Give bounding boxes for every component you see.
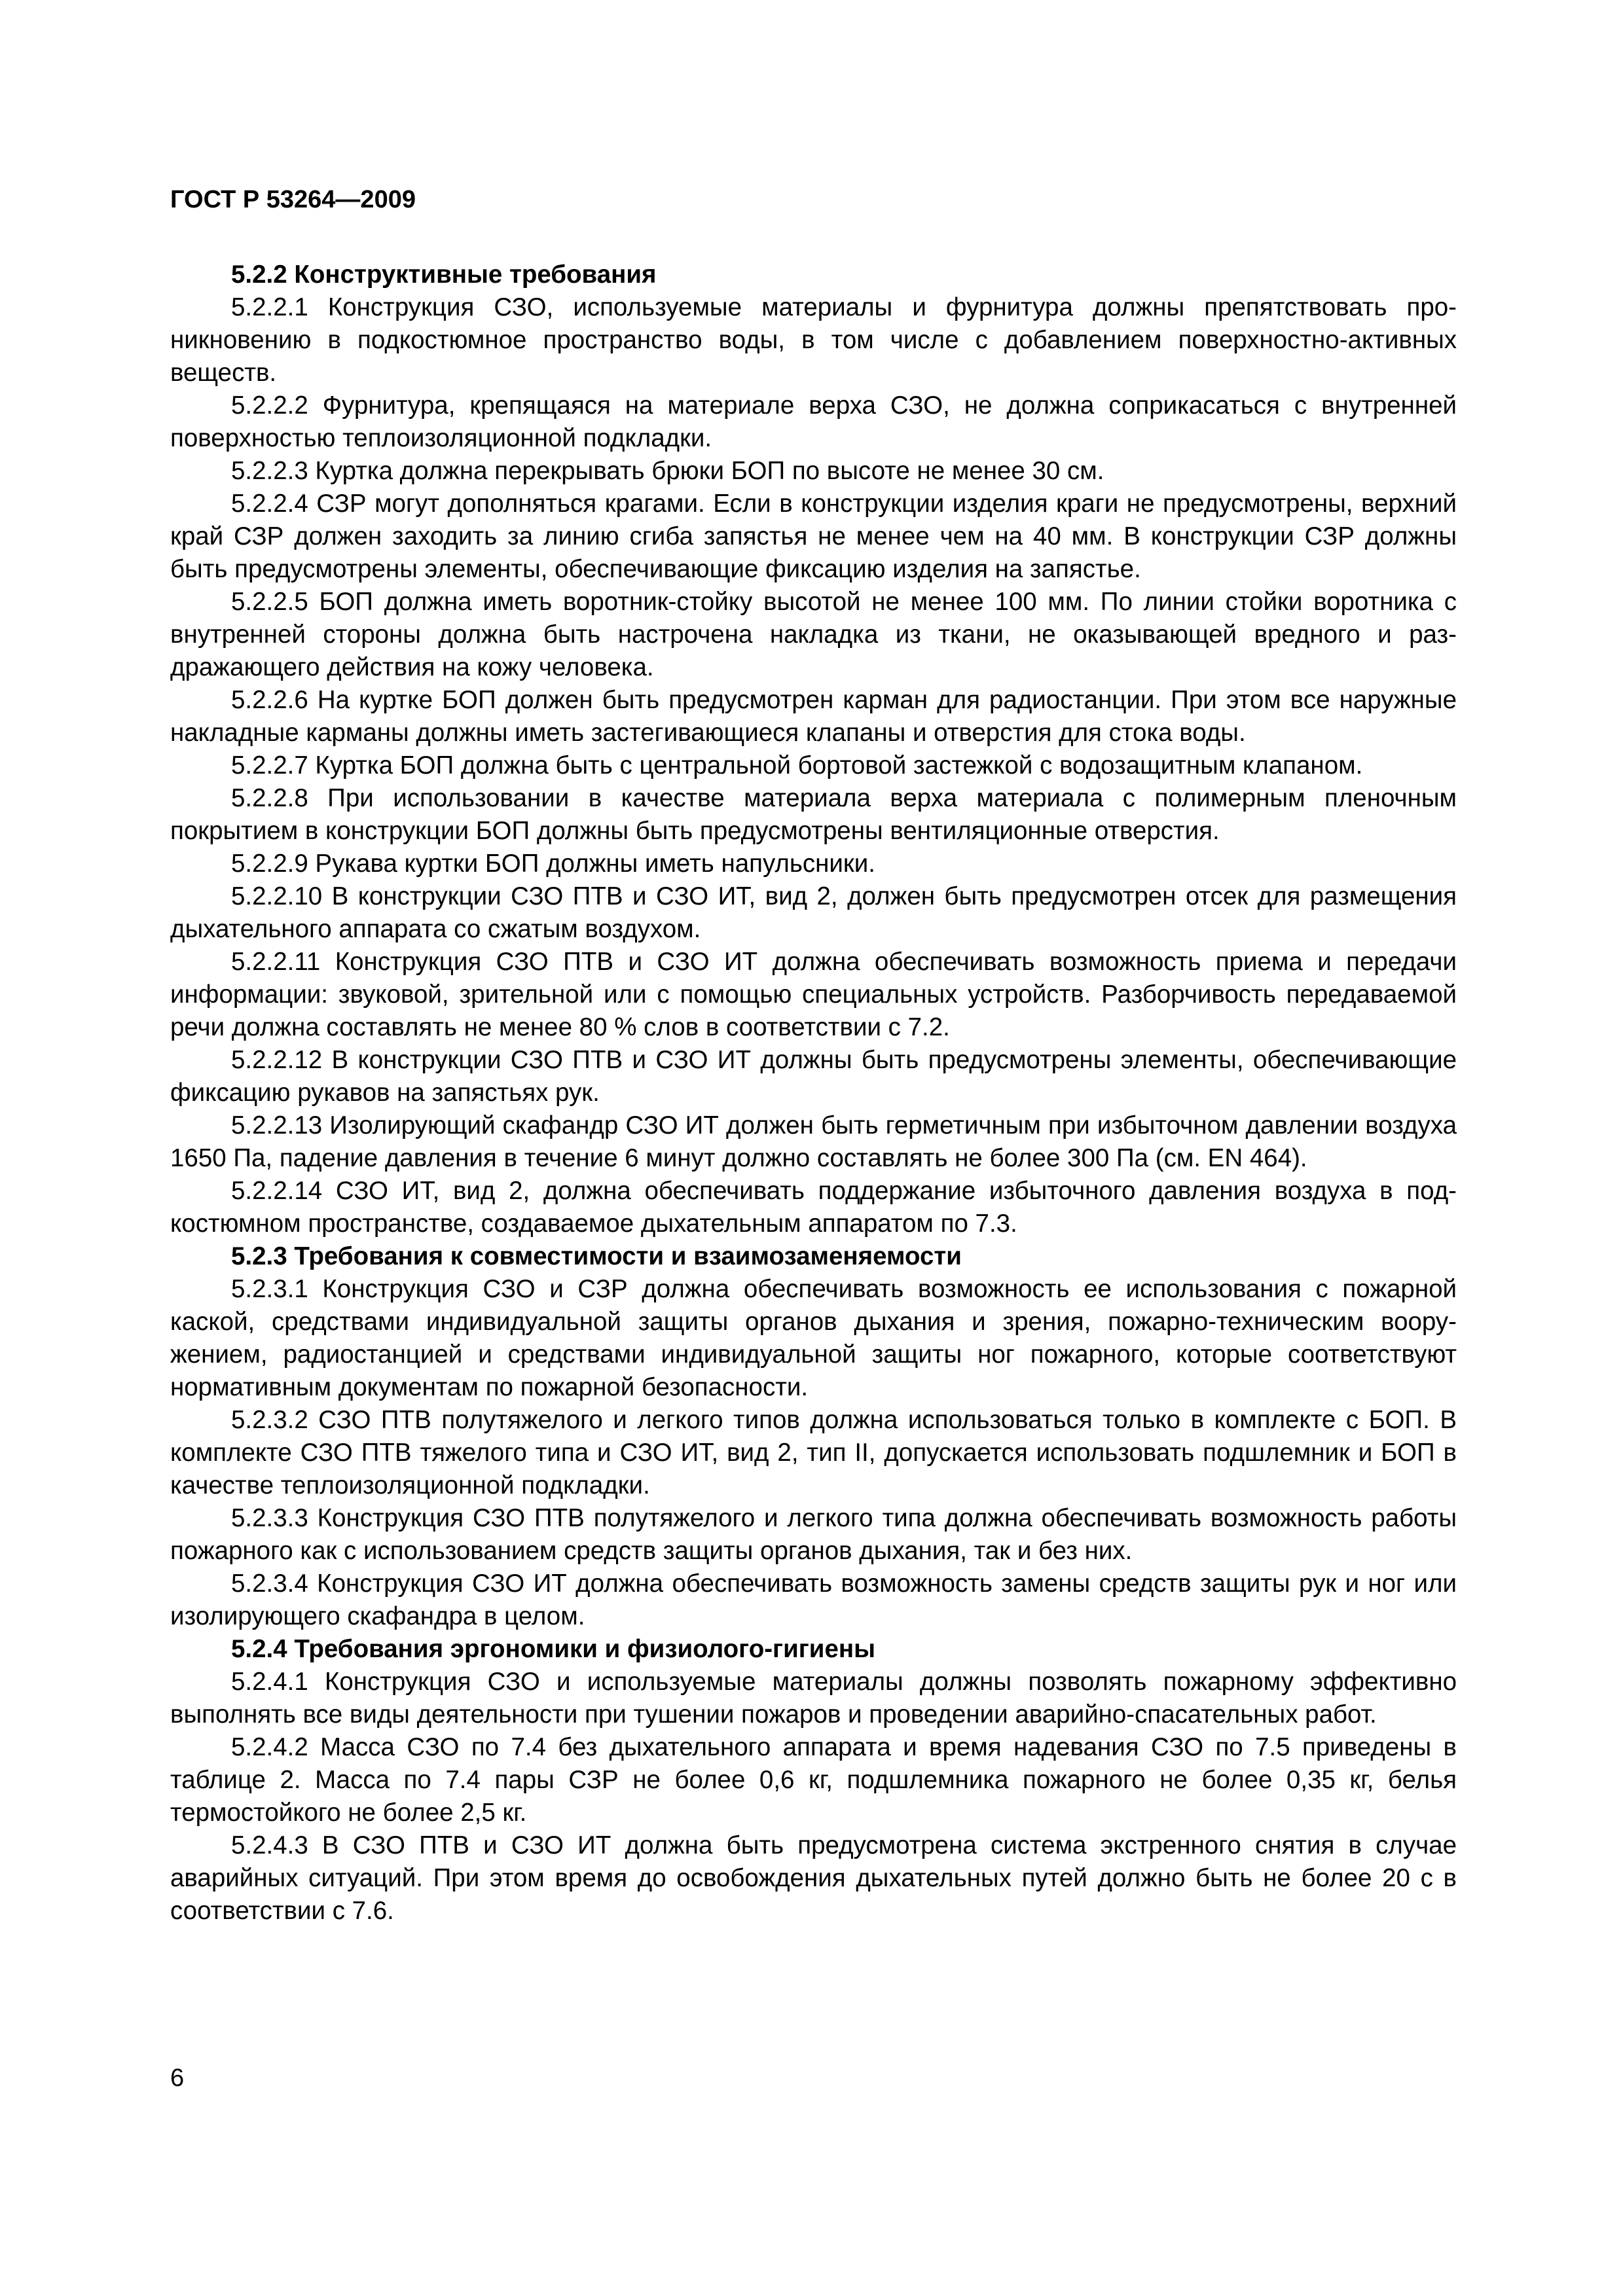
clause-5-2-3-3: 5.2.3.3 Конструкция СЗО ПТВ полутяжелого и легкого типа должна обеспечивать возможность работы пожарного как с использованием средств защиты органов дыхания, так и без них.: [170, 1504, 1457, 1565]
page-number: 6: [170, 2064, 185, 2092]
clause-5-2-2-10: 5.2.2.10 В конструкции СЗО ПТВ и СЗО ИТ, вид 2, должен быть предусмотрен отсек для размещения дыхательного аппарата со сжатым воздухом.: [170, 882, 1457, 943]
clause-5-2-2-13: 5.2.2.13 Изолирующий скафандр СЗО ИТ должен быть герметичным при избыточном давлении воздуха 1650 Па, падение давления в течение 6 минут должно составлять не более 300 Па (см. EN 464).: [170, 1111, 1457, 1172]
clause-5-2-2-9: 5.2.2.9 Рукава куртки БОП должны иметь напульсники.: [231, 850, 875, 878]
clause-5-2-2-5: 5.2.2.5 БОП должна иметь воротник-стойку высотой не менее 100 мм. По линии стойки воротника с внутренней стороны должна быть настрочена накладка из ткани, не оказывающей вредного и раздражающего действия на кожу человека.: [170, 588, 1457, 681]
clause-5-2-3-2: 5.2.3.2 СЗО ПТВ полутяжелого и легкого типов должна использоваться только в комплекте с БОП. В комплекте СЗО ПТВ тяжелого типа и СЗО ИТ, вид 2, тип II, допускается использовать подшлемник и БОП в качестве теплоизоляционной подкладки.: [170, 1406, 1457, 1499]
clause-5-2-2-2: 5.2.2.2 Фурнитура, крепящаяся на материале верха СЗО, не должна соприкасаться с внутренней поверхностью теплоизоляционной подкладки.: [170, 391, 1457, 452]
clause-5-2-4-1: 5.2.4.1 Конструкция СЗО и используемые материалы должны позволять пожарному эффективно выполнять все виды деятельности при тушении пожаров и проведении аварийно-спасательных работ.: [170, 1668, 1457, 1729]
page-body: [170, 259, 1457, 1928]
section-heading-5-2-2: 5.2.2 Конструктивные требования: [231, 260, 657, 289]
clause-5-2-2-6: 5.2.2.6 На куртке БОП должен быть предусмотрен карман для радиостанции. При этом все наружные накладные карманы должны иметь застегивающиеся клапаны и отверстия для стока воды.: [170, 686, 1457, 747]
clause-5-2-2-14: 5.2.2.14 СЗО ИТ, вид 2, должна обеспечивать поддержание избыточного давления воздуха в подкостюмном пространстве, создаваемое дыхательным аппаратом по 7.3.: [170, 1177, 1457, 1238]
clause-5-2-2-7: 5.2.2.7 Куртка БОП должна быть с центральной бортовой застежкой с водозащитным клапаном.: [231, 751, 1363, 780]
clause-5-2-4-2: 5.2.4.2 Масса СЗО по 7.4 без дыхательного аппарата и время надевания СЗО по 7.5 приведены в таблице 2. Масса по 7.4 пары СЗР не более 0,6 кг, подшлемника пожарного не более 0,35 кг, белья термостойкого не более 2,5 кг.: [170, 1733, 1457, 1827]
clause-5-2-4-3: 5.2.4.3 В СЗО ПТВ и СЗО ИТ должна быть предусмотрена система экстренного снятия в случае аварийных ситуаций. При этом время до освобождения дыхательных путей должно быть не более 20 с в соответствии с 7.6.: [170, 1831, 1457, 1925]
clause-5-2-2-11: 5.2.2.11 Конструкция СЗО ПТВ и СЗО ИТ должна обеспечивать возможность приема и передачи информации: звуковой, зрительной или с помощью специальных устройств. Разборчивость передаваемой речи должна составлять не менее 80 % слов в соответствии с 7.2.: [170, 948, 1457, 1041]
clause-5-2-2-4: 5.2.2.4 СЗР могут дополняться крагами. Если в конструкции изделия краги не предусмотрены, верхний край СЗР должен заходить за линию сгиба запястья не менее чем на 40 мм. В конструкции СЗР должны быть предусмотрены элементы, обеспечивающие фиксацию изделия на запястье.: [170, 490, 1457, 583]
clause-5-2-2-12: 5.2.2.12 В конструкции СЗО ПТВ и СЗО ИТ должны быть предусмотрены элементы, обеспечивающие фиксацию рукавов на запястьях рук.: [170, 1046, 1457, 1107]
clause-5-2-3-4: 5.2.3.4 Конструкция СЗО ИТ должна обеспечивать возможность замены средств защиты рук и ног или изолирующего скафандра в целом.: [170, 1570, 1457, 1630]
clause-5-2-2-3: 5.2.2.3 Куртка должна перекрывать брюки БОП по высоте не менее 30 см.: [231, 457, 1104, 485]
clause-5-2-3-1: 5.2.3.1 Конструкция СЗО и СЗР должна обеспечивать возможность ее использования с пожарной каской, средствами индивидуальной защиты органов дыхания и зрения, пожарно-техническим вооружением, радиостанцией и средствами индивидуальной защиты ног пожарного, которые соответствуют нормативным документам по пожарной безопасности.: [170, 1275, 1457, 1401]
document-code-header: ГОСТ Р 53264—2009: [170, 186, 416, 213]
clause-5-2-2-8: 5.2.2.8 При использовании в качестве материала верха материала с полимерным пленочным покрытием в конструкции БОП должны быть предусмотрены вентиляционные отверстия.: [170, 784, 1457, 845]
section-heading-5-2-4: 5.2.4 Требования эргономики и физиолого-гигиены: [231, 1635, 875, 1663]
section-heading-5-2-3: 5.2.3 Требования к совместимости и взаимозаменяемости: [231, 1242, 962, 1270]
clause-5-2-2-1: 5.2.2.1 Конструкция СЗО, используемые материалы и фурнитура должны препятствовать проникновению в подкостюмное пространство воды, в том числе с добавлением поверхностно-активных веществ.: [170, 293, 1457, 387]
